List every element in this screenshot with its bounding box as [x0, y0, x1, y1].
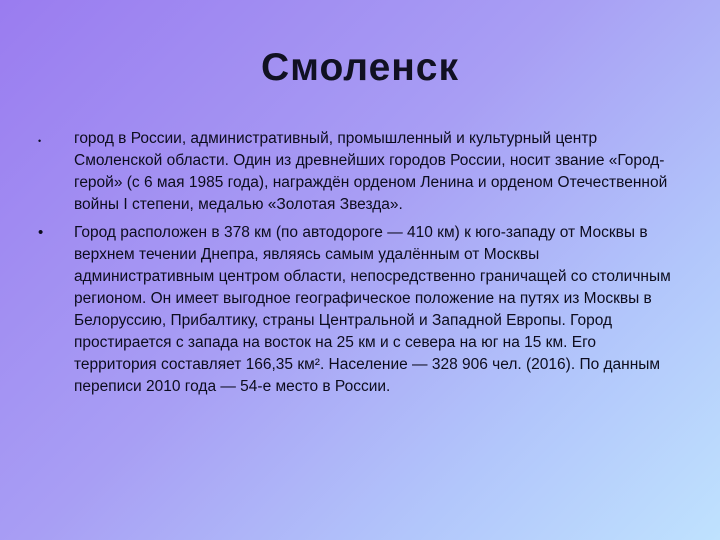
- bullet-text-intro: город в России, административный, промышленный и культурный центр Смоленской области. Один из древнейших городов России, носит звание «Город-герой» (с 6 мая 1985 года), награждён орденом Ленина и орденом Отечественной войны I степени, медалью «Золотая Звезда».: [74, 130, 668, 213]
- bullet-dot-icon: •: [38, 136, 42, 146]
- bullet-text-geography: Город расположен в 378 км (по автодороге — 410 км) к юго-западу от Москвы в верхнем течении Днепра, являясь самым удалённым от Москвы административным центром области, непосредственно граничащей со столичным регионом. Он имеет выгодное географическое положение на путях из Москвы в Белоруссию, Прибалтику, страны Центральной и Западной Европы. Город простирается с запада на восток на 25 км и с севера на юг на 15 км. Его территория составляет 166,35 км². Население — 328 906 чел. (2016). По данным переписи 2010 года — 54-е место в России.: [74, 224, 671, 395]
- bullet-item-intro: [38, 128, 678, 216]
- bullet-dot-icon: •: [38, 224, 44, 241]
- slide-title: Смоленск: [260, 46, 460, 89]
- bullet-list: [38, 128, 678, 404]
- bullet-item-geography: [38, 222, 678, 398]
